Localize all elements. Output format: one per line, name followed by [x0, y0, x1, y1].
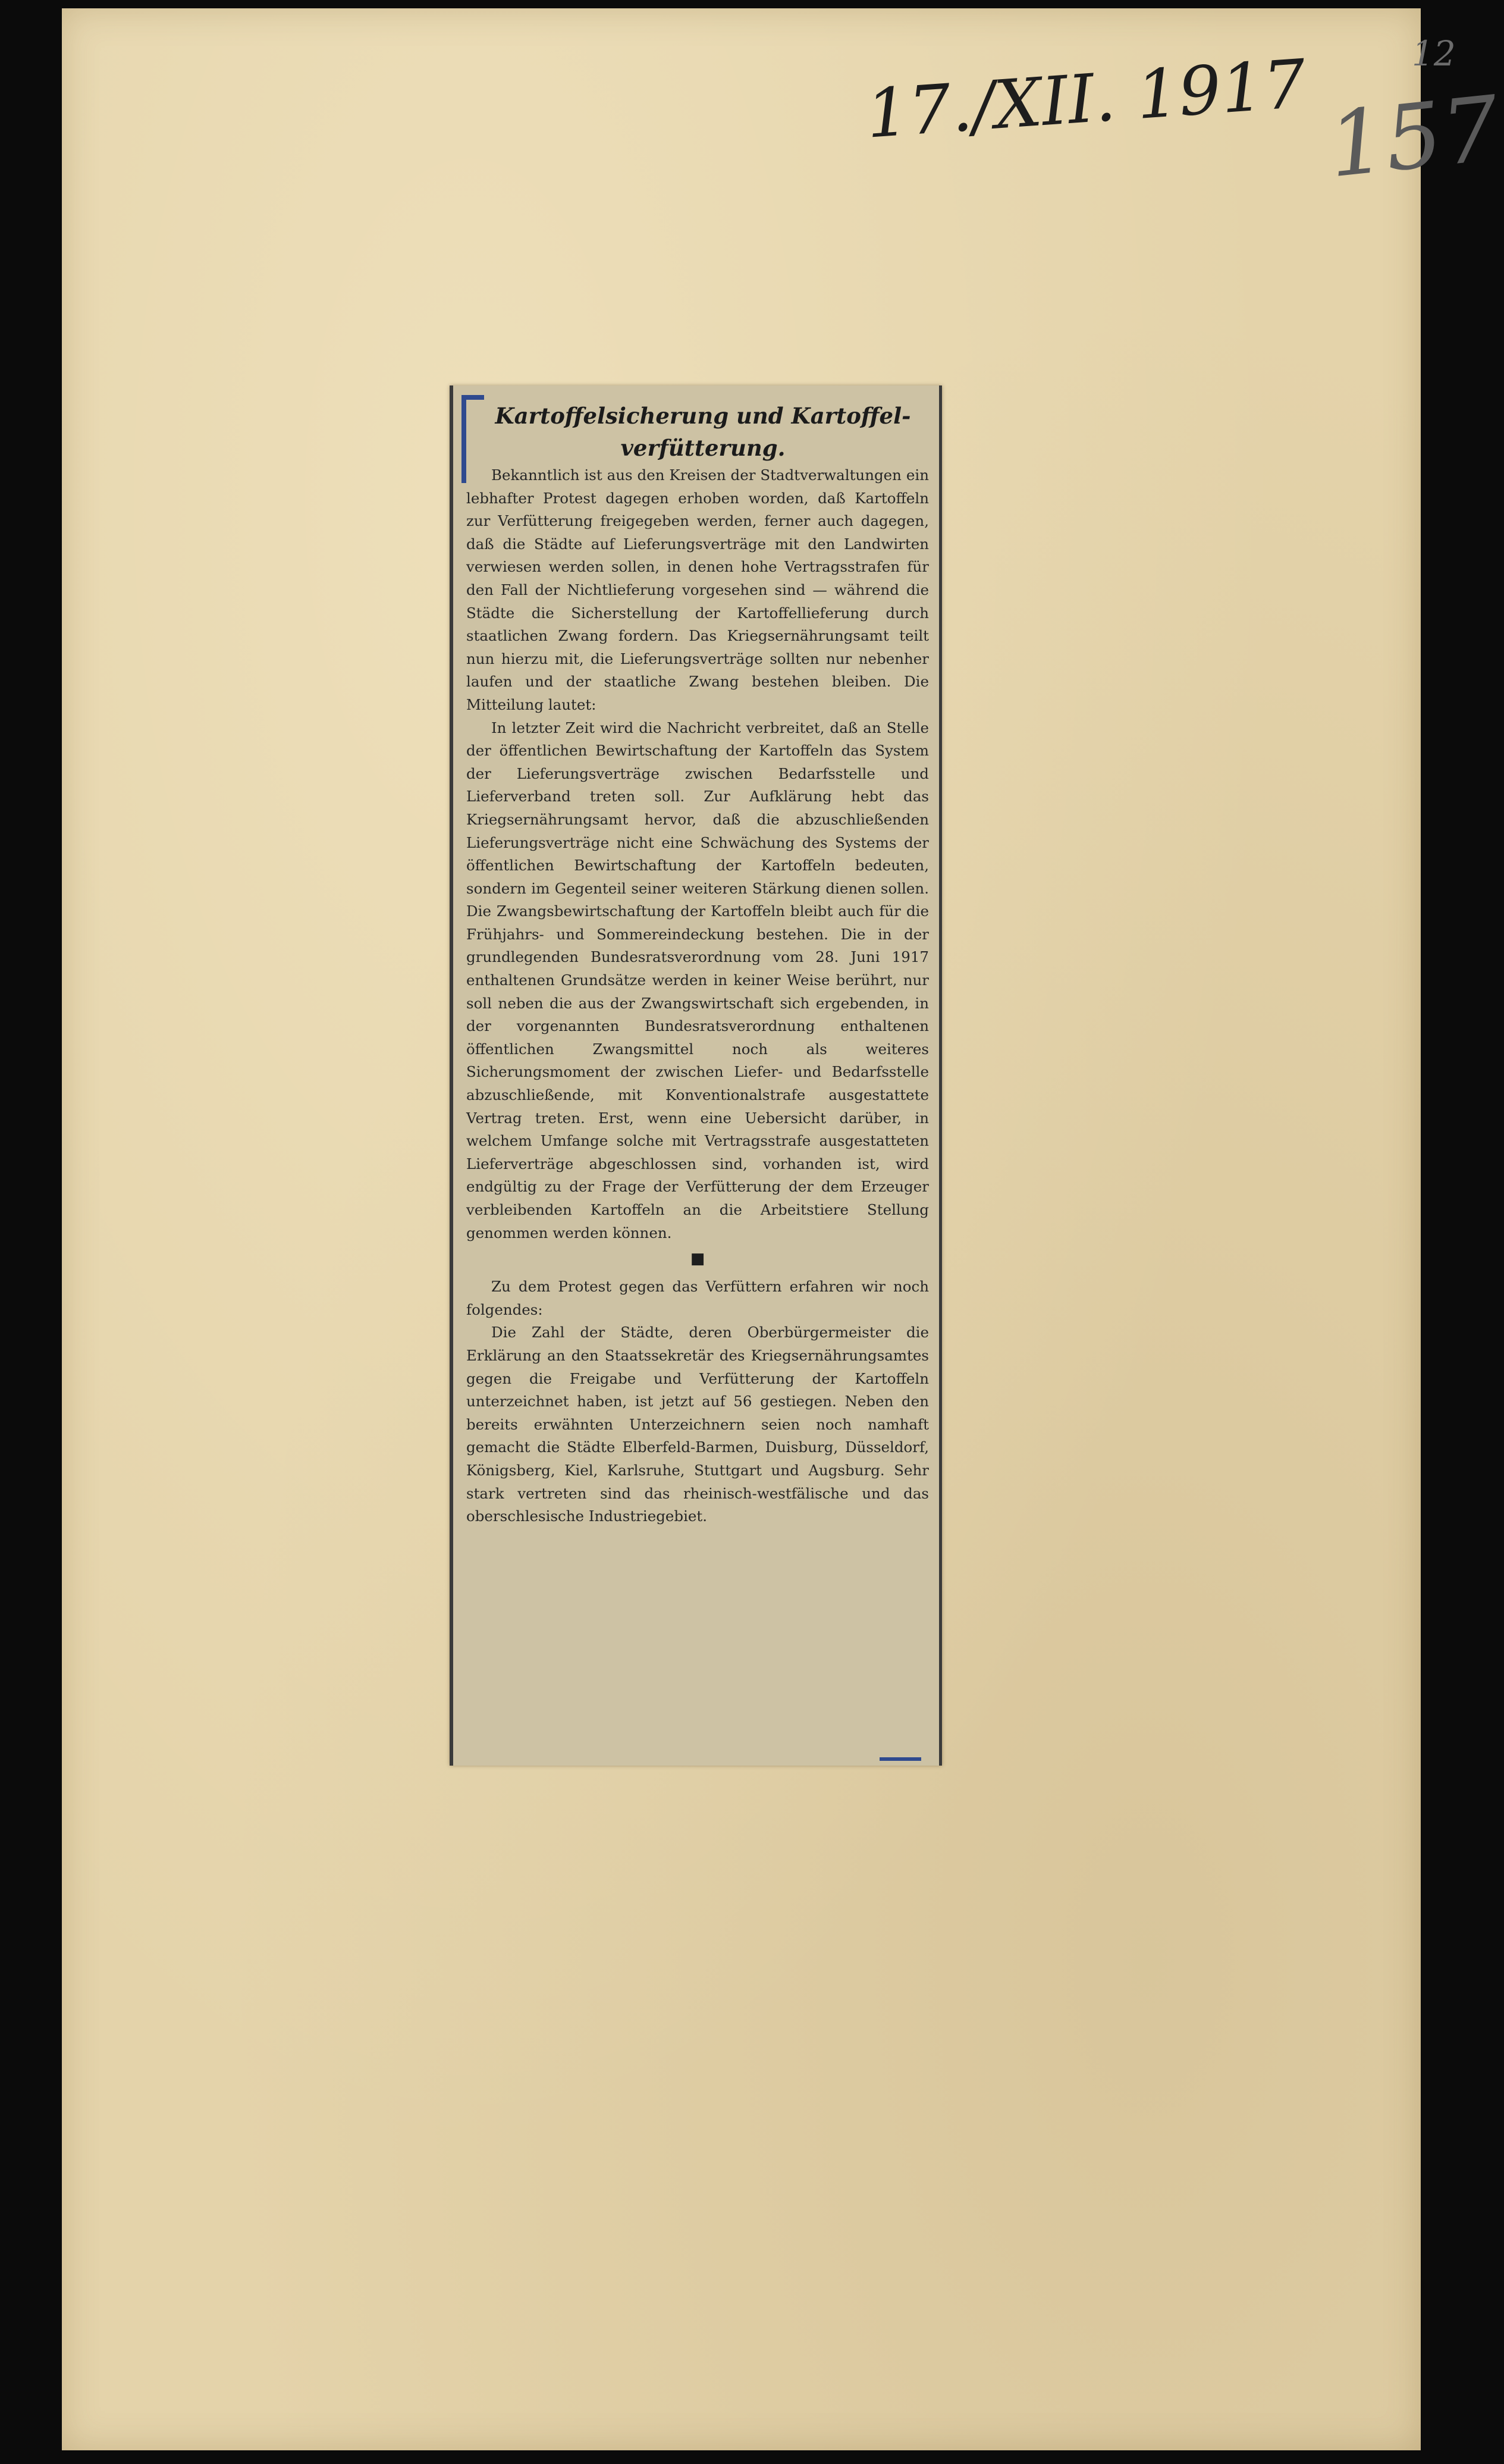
clipping-body: [466, 464, 929, 1528]
paragraph-intro: Bekanntlich ist aus den Kreisen der Stadtverwaltungen ein lebhafter Protest dagegen erhoben worden, daß Kartoffeln zur Verfütterung freigegeben werden, ferner auch dagegen, daß die Städte auf Lieferungsverträge mit den Landwirten verwiesen werden sollen, in denen hohe Vertragsstrafen für den Fall der Nichtlieferung vorgesehen sind — während die Städte die Sicherstellung der Kartoffellieferung durch staatlichen Zwang fordern. Das Kriegsernährungsamt teilt nun hierzu mit, die Lieferungsverträge sollten nur nebenher laufen und der staatliche Zwang bestehen bleiben. Die Mitteilung lautet:: [466, 466, 929, 713]
section-divider: ■: [690, 1250, 705, 1268]
paragraph-protest-lead: Zu dem Protest gegen das Verfüttern erfahren wir noch folgendes:: [466, 1278, 929, 1318]
newspaper-clipping: [450, 385, 942, 1766]
blue-pencil-mark: [880, 1757, 921, 1761]
folio-number-large: 157: [1323, 77, 1504, 198]
folio-number-small: 12: [1412, 33, 1456, 74]
clipping-title: Kartoffelsicherung und Kartoffel-verfütterung.: [495, 403, 911, 461]
handwritten-date: 17./XII. 1917: [864, 45, 1308, 153]
paragraph-announcement: In letzter Zeit wird die Nachricht verbreitet, daß an Stelle der öffentlichen Bewirtschaftung der Kartoffeln das System der Lieferungsverträge zwischen Bedarfsstelle und Lieferverband treten soll. Zur Aufklärung hebt das Kriegsernährungsamt hervor, daß die abzuschließenden Lieferungsverträge nicht eine Schwächung des Systems der öffentlichen Bewirtschaftung der Kartoffeln bedeuten, sondern im Gegenteil seiner weiteren Stärkung dienen sollen. Die Zwangsbewirtschaftung der Kartoffeln bleibt auch für die Frühjahrs- und Sommereindeckung bestehen. Die in der grundlegenden Bundesratsverordnung vom 28. Juni 1917 enthaltenen Grundsätze werden in keiner Weise berührt, nur soll neben die aus der Zwangswirtschaft sich ergebenden, in der vorgenannten Bundesratsverordnung enthaltenen öffentlichen Zwangsmittel noch als weiteres Sicherungsmoment der zwischen Liefer- und Bedarfsstelle abzuschließende, mit Konventionalstrafe ausgestattete Vertrag treten. Erst, wenn eine Uebersicht darüber, in welchem Umfange solche mit Vertragsstrafe ausgestatteten Lieferverträge abgeschlossen sind, vorhanden ist, wird endgültig zu der Frage der Verfütterung der dem Erzeuger verbleibenden Kartoffeln an die Arbeitstiere Stellung genommen werden können.: [466, 719, 929, 1242]
paragraph-cities: Die Zahl der Städte, deren Oberbürgermeister die Erklärung an den Staatssekretär des Kriegsernährungsamtes gegen die Freigabe und Verfütterung der Kartoffeln unterzeichnet haben, ist jetzt auf 56 gestiegen. Neben den bereits erwähnten Unterzeichnern seien noch namhaft gemacht die Städte Elberfeld-Barmen, Duisburg, Düsseldorf, Königsberg, Kiel, Karlsruhe, Stuttgart und Augsburg. Sehr stark vertreten sind das rheinisch-westfälische und das oberschlesische Industriegebiet.: [466, 1324, 929, 1525]
